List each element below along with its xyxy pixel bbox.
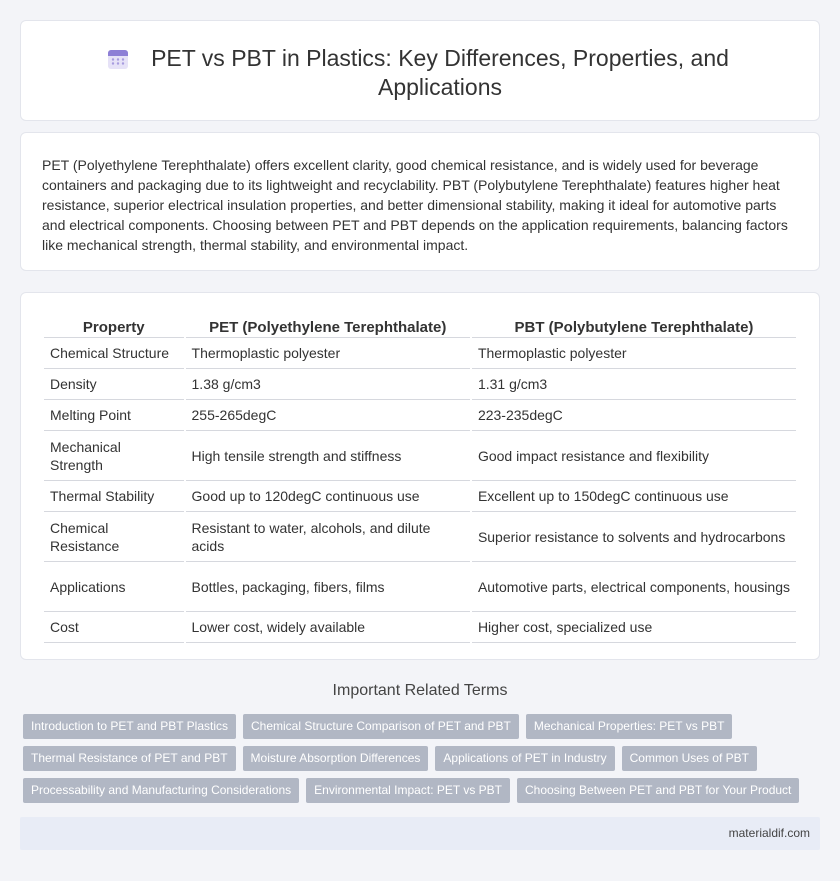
page-title: PET vs PBT in Plastics: Key Differences, Properties, and Applications [151, 45, 729, 100]
table-row [44, 400, 796, 431]
cell-pet: 255-265degC [186, 400, 470, 431]
related-terms-heading: Important Related Terms [332, 682, 508, 699]
related-tag[interactable]: Common Uses of PBT [622, 746, 757, 771]
related-tag[interactable]: Moisture Absorption Differences [243, 746, 429, 771]
related-tags-row-3 [23, 778, 799, 803]
related-tag[interactable]: Applications of PET in Industry [435, 746, 614, 771]
table-row [44, 431, 796, 481]
cell-pet: 1.38 g/cm3 [186, 369, 470, 400]
header-pet: PET (Polyethylene Terephthalate) [186, 313, 470, 338]
cell-property: Thermal Stability [44, 481, 184, 512]
cell-property: Density [44, 369, 184, 400]
cell-pet: Good up to 120degC continuous use [186, 481, 470, 512]
related-tag[interactable]: Mechanical Properties: PET vs PBT [526, 714, 733, 739]
cell-pbt: 1.31 g/cm3 [472, 369, 796, 400]
cell-property: Applications [44, 562, 184, 612]
cell-pet: High tensile strength and stiffness [186, 431, 470, 481]
related-tags-row-1 [23, 714, 732, 739]
footer [20, 817, 820, 850]
cell-pet: Bottles, packaging, fibers, films [186, 562, 470, 612]
cell-pbt: Automotive parts, electrical components, housings [472, 562, 796, 612]
cell-pbt: Good impact resistance and flexibility [472, 431, 796, 481]
table-row [44, 369, 796, 400]
cell-pet: Resistant to water, alcohols, and dilute acids [186, 512, 470, 562]
footer-site[interactable]: materialdif.com [728, 826, 810, 840]
cell-property: Melting Point [44, 400, 184, 431]
table-row [44, 338, 796, 369]
cell-pbt: Superior resistance to solvents and hydrocarbons [472, 512, 796, 562]
header-property: Property [44, 313, 184, 338]
related-tag[interactable]: Environmental Impact: PET vs PBT [306, 778, 510, 803]
cell-pbt: Higher cost, specialized use [472, 612, 796, 643]
cell-pbt: Excellent up to 150degC continuous use [472, 481, 796, 512]
cell-pbt: 223-235degC [472, 400, 796, 431]
intro-paragraph: PET (Polyethylene Terephthalate) offers excellent clarity, good chemical resistance, and is widely used for beverage containers and packaging due to its lightweight and recyclability. PBT (Polybutylene Terephthalate) features higher heat resistance, superior electrical insulation properties, and better dimensional stability, making it ideal for automotive parts and electrical components. Choosing between PET and PBT depends on the application requirements, balancing factors like mechanical strength, thermal stability, and environmental impact. [42, 157, 788, 253]
related-tags-row-2 [23, 746, 757, 771]
table-row [44, 562, 796, 612]
table-header-row [44, 313, 796, 338]
comparison-table-card [20, 292, 820, 660]
cell-pet: Thermoplastic polyester [186, 338, 470, 369]
header-pbt: PBT (Polybutylene Terephthalate) [472, 313, 796, 338]
cell-property: Mechanical Strength [44, 431, 184, 481]
table-row [44, 612, 796, 643]
table-row [44, 512, 796, 562]
comparison-table [42, 313, 798, 643]
related-tag[interactable]: Thermal Resistance of PET and PBT [23, 746, 236, 771]
table-row [44, 481, 796, 512]
intro-card [20, 132, 820, 271]
cell-pbt: Thermoplastic polyester [472, 338, 796, 369]
cell-pet: Lower cost, widely available [186, 612, 470, 643]
cell-property: Chemical Resistance [44, 512, 184, 562]
cell-property: Chemical Structure [44, 338, 184, 369]
related-tag[interactable]: Introduction to PET and PBT Plastics [23, 714, 236, 739]
cell-property: Cost [44, 612, 184, 643]
related-tag[interactable]: Chemical Structure Comparison of PET and PBT [243, 714, 519, 739]
header-card [20, 20, 820, 121]
related-tag[interactable]: Choosing Between PET and PBT for Your Product [517, 778, 799, 803]
related-tag[interactable]: Processability and Manufacturing Considerations [23, 778, 299, 803]
